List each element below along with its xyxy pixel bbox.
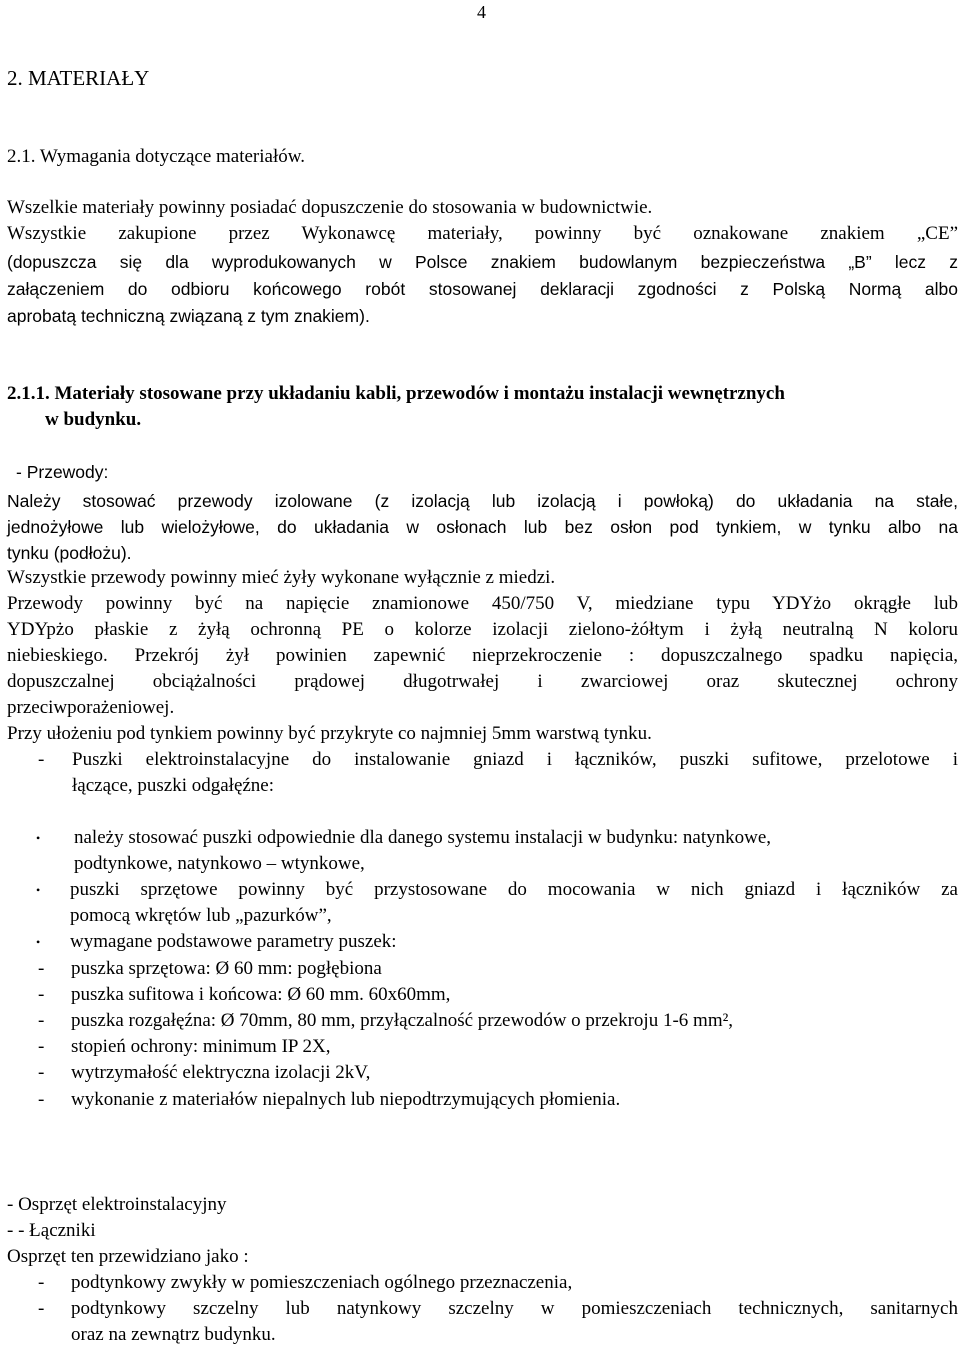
osprzet-intro: Osprzęt ten przewidziano jako : [7,1246,249,1267]
przewody-p4: Przy ułożeniu pod tynkiem powinny być przykryte co najmniej 5mm warstwą tynku. [7,723,652,744]
laczniki-heading: - - Łączniki [7,1220,96,1241]
intro-line-2: Wszystkie zakupione przez Wykonawcę materiały, powinny być oznakowane znakiem „CE” [7,223,958,244]
intro-line-3: (dopuszcza się dla wyprodukowanych w Polsce znakiem budowlanym bezpieczeństwa „B” lecz z [7,252,958,272]
bullet-1: • [36,831,41,845]
param-item: - wykonanie z materiałów niepalnych lub niepodtrzymujących płomienia. [38,1089,621,1110]
puszki-line-2: łączące, puszki odgałęźne: [72,775,275,796]
section-2-1-1-title: 2.1.1. Materiały stosowane przy układaniu kabli, przewodów i montażu instalacji wewnętrznych [7,383,785,404]
przewody-p3-line-2: YDYpżo płaskie z żyłą ochronną PE o kolorze izolacji zielono-żółtym i żyłą neutralną N koloru [7,619,958,640]
osprzet-item-2-line-1: podtynkowy szczelny lub natynkowy szczelny w pomieszczeniach technicznych, sanitarnych [71,1298,958,1319]
przewody-p1-line-2: jednożyłowe lub wielożyłowe, do układania w osłonach lub bez osłon pod tynkiem, w tynku albo na [7,517,958,537]
param-item: - wytrzymałość elektryczna izolacji 2kV, [38,1062,371,1083]
intro-line-4: załączeniem do odbioru końcowego robót stosowanej deklaracji zgodności z Polską Normą albo [7,279,958,299]
bullet-2: • [36,883,41,897]
page-number: 4 [477,2,486,22]
przewody-p3-line-5: przeciwporażeniowej. [7,697,175,718]
przewody-p1-line-3: tynku (podłożu). [7,543,132,563]
param-item: - puszka sprzętowa: Ø 60 mm: pogłębiona [38,958,382,979]
przewody-p2: Wszystkie przewody powinny mieć żyły wykonane wyłącznie z miedzi. [7,567,556,588]
puszki-b1-line-2: podtynkowe, natynkowo – wtynkowe, [74,853,365,874]
heading-materialy: 2. MATERIAŁY [7,66,150,90]
section-2-1-1-title-cont: w budynku. [45,409,142,430]
param-item: - stopień ochrony: minimum IP 2X, [38,1036,331,1057]
osprzet-item-2-line-2: oraz na zewnątrz budynku. [71,1324,276,1345]
param-item: - puszka sufitowa i końcowa: Ø 60 mm. 60x60mm, [38,984,451,1005]
przewody-p3-line-4: dopuszczalnej obciążalności prądowej długotrwałej i zwarciowej oraz skutecznej ochrony [7,671,958,692]
puszki-b1-line-1: należy stosować puszki odpowiednie dla danego systemu instalacji w budynku: natynkowe, [74,827,772,848]
bullet-3: • [36,935,41,949]
heading-wymagania: 2.1. Wymagania dotyczące materiałów. [7,146,305,167]
przewody-p3-line-3: niebieskiego. Przekrój żył powinien zapewnić nieprzekroczenie : dopuszczalnego spadku napięcia, [7,645,958,666]
przewody-label: - Przewody: [16,462,109,482]
param-item: - puszka rozgałęźna: Ø 70mm, 80 mm, przyłączalność przewodów o przekroju 1-6 mm², [38,1010,734,1031]
osprzet-item-1: - podtynkowy zwykły w pomieszczeniach ogólnego przeznaczenia, [38,1272,573,1293]
puszki-line-1: Puszki elektroinstalacyjne do instalowanie gniazd i łączników, puszki sufitowe, przelotowe i [72,749,958,770]
puszki-b2-line-1: puszki sprzętowe powinny być przystosowane do mocowania w nich gniazd i łączników za [70,879,958,900]
przewody-p1-line-1: Należy stosować przewody izolowane (z izolacją lub izolacją i powłoką) do układania na stałe, [7,491,958,511]
intro-line-5: aprobatą techniczną związaną z tym znakiem). [7,306,370,326]
puszki-dash: - [38,749,45,770]
osprzet-heading: - Osprzęt elektroinstalacyjny [7,1194,227,1215]
osprzet-item-2-dash: - [38,1298,45,1319]
przewody-p3-line-1: Przewody powinny być na napięcie znamionowe 450/750 V, miedziane typu YDYżo okrągłe lub [7,593,958,614]
puszki-b3: wymagane podstawowe parametry puszek: [70,931,397,952]
intro-line-1: Wszelkie materiały powinny posiadać dopuszczenie do stosowania w budownictwie. [7,197,653,218]
puszki-b2-line-2: pomocą wkrętów lub „pazurków”, [70,905,332,926]
